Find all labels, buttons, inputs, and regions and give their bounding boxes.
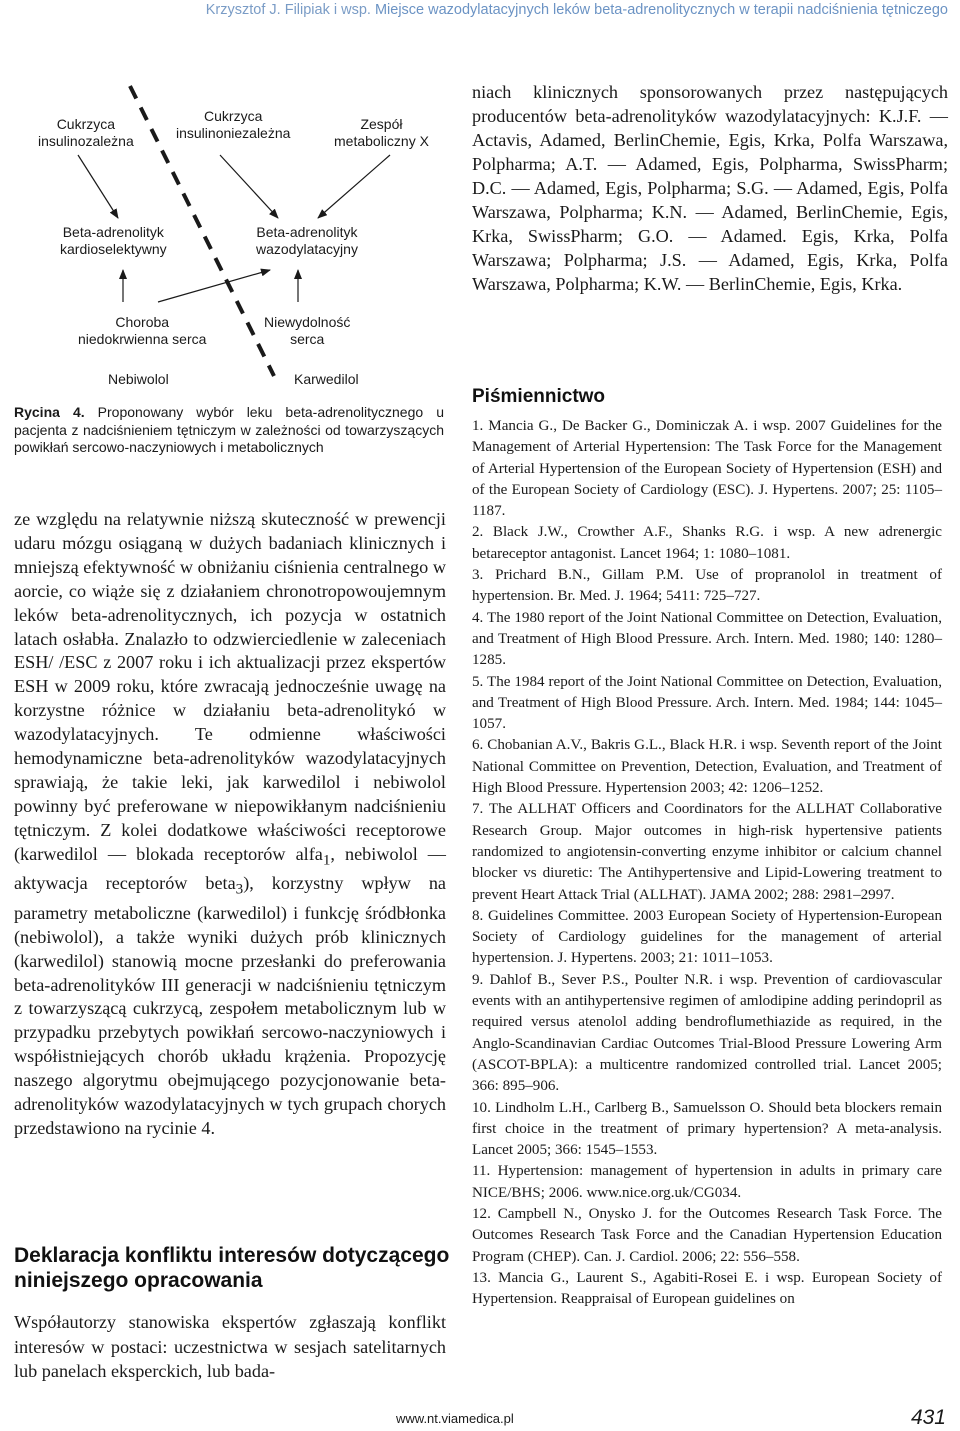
caption-label: Rycina 4.: [14, 404, 85, 420]
caption-text: Proponowany wybór leku beta-adrenolitycznego u pacjenta z nadciśnieniem tętniczym w zależności od towarzyszących powikłań sercowo-naczyniowych i metabolicznych: [14, 404, 444, 455]
body-text-right: niach klinicznych sponsorowanych przez następujących producentów beta-adrenolityków wazodylatacyjnych: K.J.F. — Actavis, Adamed, BerlinChemie, Egis, Krka, Polfa Warszawa, Polpharma; A.T. — Adamed, Egis, Polpharma, SwissPharm; D.C. — Adamed, Egis, Polpharma; S.G. — Adamed, Egis, Polfa Warszawa, Polpharma; K.N. — Adamed, BerlinChemie, Egis, Krka, SwissPharm; G.O. — Adamed. Egis, Krka, Polfa Warszawa; Polpharma; J.S. — Adamed, Egis, Krka, Polfa Warszawa, Polpharma; K.W. — BerlinChemie, Egis, Krka.: [472, 82, 948, 294]
figure-caption: [14, 404, 444, 457]
reference-item: 7. The ALLHAT Officers and Coordinators for the ALLHAT Collaborative Research Group. Major outcomes in high-risk hypertensive patients randomized to angiotensin-converting enzyme inhibitor or calcium channel blocker vs diuretic: The Antihypertensive and Lipid-Lowering treatment to prevent Heart Attack Trial (ALLHAT). JAMA 2002; 288: 2981–2997.: [472, 801, 942, 903]
reference-item: 9. Dahlof B., Sever P.S., Poulter N.R. i wsp. Prevention of cardiovascular events with an antihypertensive regimen of amlodipine adding perindopril as required versus atenolol adding bendroflumethiazide as required, in the Anglo-Scandinavian Cardiac Outcomes Trial-Blood Pressure Lowering Arm (ASCOT-BPLA): a multicentre randomized controlled trial. Lancet 2005; 366: 895–906.: [472, 971, 942, 1095]
subscript-alfa1: 1: [322, 851, 331, 869]
reference-item: 6. Chobanian A.V., Bakris G.L., Black H.R. i wsp. Seventh report of the Joint National Committee on Prevention, Detection, Evaluation, and Treatment of High Blood Pressure. Hypertension 2003; 42: 1206–1252.: [472, 737, 942, 797]
figure-4-diagram: [18, 80, 438, 400]
conflict-of-interest-text: Współautorzy stanowiska ekspertów zgłaszają konflikt interesów w postaci: uczestnictwa w sesjach satelitarnych lub panelach eksperckich, lub bada-: [14, 1312, 446, 1381]
label-non-insulin-dependent-diabetes: Cukrzyca insulinoniezależna: [176, 108, 291, 141]
arrow-noninsulin-to-vasodilating: [220, 155, 278, 218]
references-heading: Piśmiennictwo: [472, 386, 606, 407]
footer-url[interactable]: www.nt.viamedica.pl: [396, 1411, 514, 1426]
body-paragraph-part-b: , nebiwolol — aktywacja receptorów beta: [14, 843, 446, 894]
reference-item: 8. Guidelines Committee. 2003 European Society of Hypertension-European Society of Cardiology guidelines for the management of arterial hypertension. J. Hypertens. 2003; 21: 1011–1053.: [472, 907, 942, 967]
label-ischemic-heart-disease: Choroba niedokrwienna serca: [78, 314, 207, 347]
subscript-beta3: 3: [235, 880, 244, 898]
reference-item: 10. Lindholm L.H., Carlberg B., Samuelsson O. Should beta blockers remain first choice in the treatment of primary hypertension? A meta-analysis. Lancet 2005; 366: 1545–1553.: [472, 1099, 942, 1159]
references-list: [472, 416, 942, 1310]
conflict-of-interest-heading: Deklaracja konfliktu interesów dotyczącego niniejszego opracowania: [14, 1244, 450, 1292]
reference-item: 12. Campbell N., Onysko J. for the Outcomes Research Task Force. The Outcomes Research Task Force and the Canadian Hypertension Education Program (CHEP). Can. J. Cardiol. 2006; 22: 556–558.: [472, 1205, 942, 1265]
reference-item: 5. The 1984 report of the Joint National Committee on Detection, Evaluation, and Treatment of High Blood Pressure. Arch. Intern. Med. 1984; 144: 1045–1057.: [472, 673, 942, 733]
page-number: 431: [910, 1406, 946, 1429]
reference-item: 3. Prichard B.N., Gillam P.M. Use of propranolol in treatment of hypertension. Br. Med. J. 1964; 5411: 725–727.: [472, 567, 942, 605]
reference-item: 4. The 1980 report of the Joint National Committee on Detection, Evaluation, and Treatment of High Blood Pressure. Arch. Intern. Med. 1980; 140: 1280–1285.: [472, 609, 942, 669]
running-header: [150, 2, 948, 18]
label-metabolic-syndrome-x: Zespół metaboliczny X: [334, 116, 429, 149]
arrow-insulin-dependent-to-cardioselective: [78, 155, 118, 218]
arrow-ischemic-to-vasodilating: [158, 270, 270, 302]
label-vasodilating-beta-blocker: Beta-adrenolityk wazodylatacyjny: [256, 224, 358, 257]
body-paragraph-part-a: ze względu na relatywnie niższą skuteczność w prewencji udaru mózgu osiąganą w dużych badaniach klinicznych i mniejszą efektywność w obniżaniu ciśnienia centralnego w aorcie, co wiąże się z działaniem chronotropowoujemnym leków beta-adrenolitycznych, ich pozycja w ostatnich latach osłabła. Znalazło to odzwierciedlenie w zaleceniach ESH/ /ESC z 2007 roku i ich aktualizacji przez ekspertów ESH w 2009 roku, które zwracają jednocześnie uwagę na korzystne różnice w działaniu beta-adrenolitykó w wazodylatacyjnych. Te odmienne właściwości hemodynamiczne beta-adrenolityków wazodylatacyjnych sprawiają, że takie leki, jak karwedilol i nebiwolol powinny być preferowane w niepowikłanym nadciśnieniu tętniczym. Z kolei dodatkowe właściwości receptorowe (karwedilol — blokada receptorów alfa: [14, 509, 446, 864]
header-authors: Krzysztof J. Filipiak i wsp.: [205, 2, 371, 18]
reference-item: 11. Hypertension: management of hypertension in adults in primary care NICE/BHS; 2006. www.nice.org.uk/CG034.: [472, 1163, 942, 1201]
body-text-left: [14, 508, 446, 1141]
label-nebivolol: Nebiwolol: [108, 371, 169, 387]
reference-item: 2. Black J.W., Crowther A.F., Shanks R.G. i wsp. A new adrenergic betareceptor antagonist. Lancet 1964; 1: 1080–1081.: [472, 524, 942, 562]
label-insulin-dependent-diabetes: Cukrzyca insulinozależna: [38, 116, 134, 149]
reference-item: 13. Mancia G., Laurent S., Agabiti-Rosei E. i wsp. European Society of Hypertension. Reappraisal of European guidelines on: [472, 1269, 942, 1308]
label-cardioselective-beta-blocker: Beta-adrenolityk kardioselektywny: [60, 224, 167, 257]
label-carvedilol: Karwedilol: [294, 371, 359, 387]
header-title: Miejsce wazodylatacyjnych leków beta-adrenolitycznych w terapii nadciśnienia tętniczego: [374, 2, 948, 18]
body-paragraph-part-c: ), korzystny wpływ na parametry metaboliczne (karwedilol) i funkcję śródbłonka (nebiwolol), a także wyniki dużych prób klinicznych (karwedilol) stanowią mocne przesłanki do preferowania beta-adrenolityków III generacji w nadciśnieniu tętniczym z towarzyszącą cukrzycą, zespołem metabolicznym lub w przypadku przebytych powikłań sercowo-naczyniowych i współistniejących chorób układu krążenia. Propozycję naszego algorytmu obejmującego pozycjonowanie beta-adrenolityków wazodylatacyjnych w tych grupach chorych przedstawiono na rycinie 4.: [14, 873, 446, 1138]
label-heart-failure: Niewydolność serca: [264, 314, 351, 347]
arrow-metabolic-to-vasodilating: [318, 155, 390, 218]
reference-item: 1. Mancia G., De Backer G., Dominiczak A. i wsp. 2007 Guidelines for the Management of Arterial Hypertension: The Task Force for the Management of Arterial Hypertension of the European Society of Hypertension (ESH) and of the European Society of Cardiology (ESC). J. Hypertens. 2007; 25: 1105–1187.: [472, 418, 942, 520]
